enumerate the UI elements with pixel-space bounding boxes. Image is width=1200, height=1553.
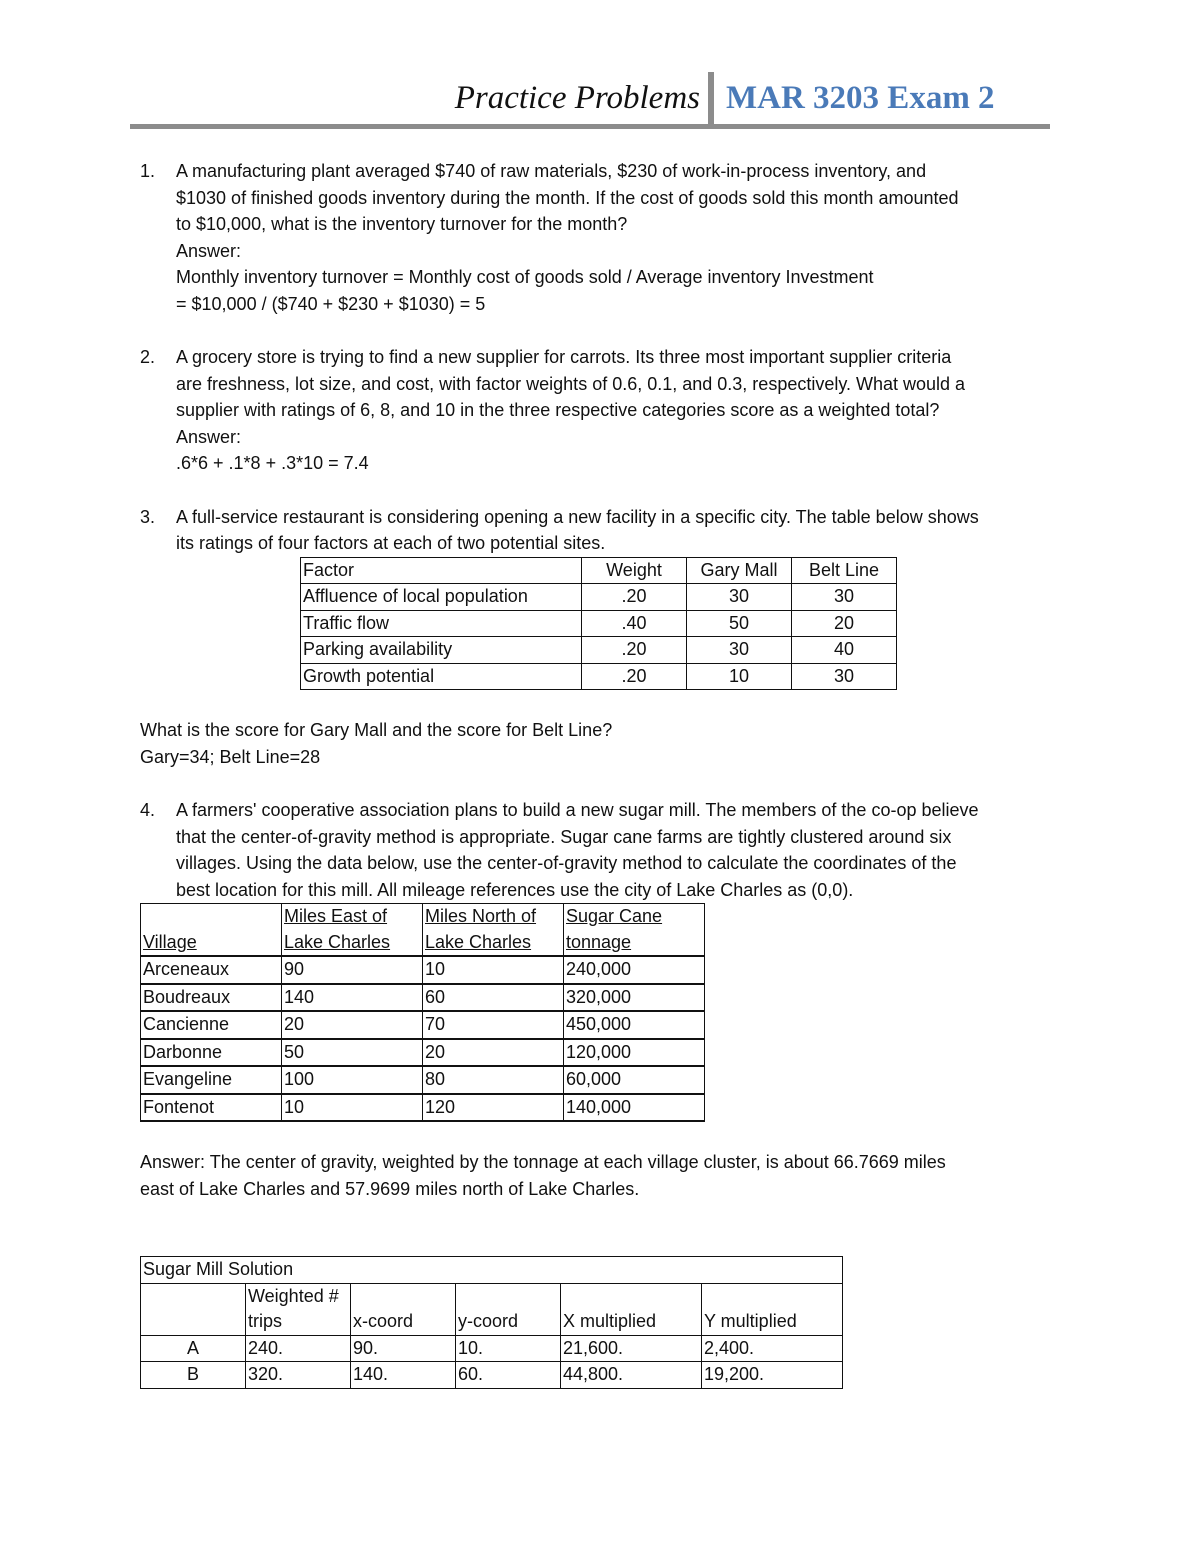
table-cell: 21,600. — [561, 1335, 702, 1362]
problem-line: $1030 of finished goods inventory during the month. If the cost of goods sold this month amounted — [176, 187, 959, 208]
table-row — [141, 1335, 843, 1362]
table-cell: 120,000 — [564, 1039, 705, 1067]
table-header-cell — [141, 1283, 246, 1309]
table-cell: .20 — [582, 663, 687, 690]
table-cell: 10 — [687, 663, 792, 690]
table-header-cell: Miles East of — [282, 904, 423, 930]
table-title: Sugar Mill Solution — [141, 1257, 843, 1284]
table-header-row — [141, 1309, 843, 1335]
table-cell: 120 — [423, 1094, 564, 1122]
table-cell: 90. — [351, 1335, 456, 1362]
table-header-cell — [456, 1283, 561, 1309]
table-header-row — [301, 557, 897, 584]
table-cell: A — [141, 1335, 246, 1362]
table-row — [301, 584, 897, 611]
table-row — [141, 1362, 843, 1389]
table-cell: 80 — [423, 1066, 564, 1094]
sugar-mill-solution-table — [140, 1256, 843, 1389]
problem-line: that the center-of-gravity method is appropriate. Sugar cane farms are tightly clustered around six — [176, 826, 952, 847]
table-header-cell: Factor — [301, 557, 582, 584]
table-cell: Boudreaux — [141, 984, 282, 1012]
problem-2 — [140, 344, 1060, 477]
table-cell: 140 — [282, 984, 423, 1012]
document-body — [140, 158, 1060, 1389]
table-row — [301, 663, 897, 690]
answer-line: = $10,000 / ($740 + $230 + $1030) = 5 — [176, 293, 486, 314]
table-header-cell: Village — [141, 930, 282, 957]
problem-3-question: What is the score for Gary Mall and the score for Belt Line? — [140, 720, 613, 740]
answer-line: .6*6 + .1*8 + .3*10 = 7.4 — [176, 453, 369, 473]
table-cell: Affluence of local population — [301, 584, 582, 611]
problem-line: to $10,000, what is the inventory turnover for the month? — [176, 214, 628, 234]
table-header-row — [141, 1283, 843, 1309]
problem-line: villages. Using the data below, use the center-of-gravity method to calculate the coordinates of the — [176, 853, 957, 873]
table-row — [301, 610, 897, 637]
table-cell: 140. — [351, 1362, 456, 1389]
table-cell: 450,000 — [564, 1011, 705, 1039]
table-cell: 50 — [282, 1039, 423, 1067]
problem-number: 4. — [140, 800, 156, 820]
problem-number: 3. — [140, 506, 156, 527]
table-cell: Cancienne — [141, 1011, 282, 1039]
table-cell: 20 — [282, 1011, 423, 1039]
table-cell: 2,400. — [702, 1335, 843, 1362]
problem-line: A grocery store is trying to find a new supplier for carrots. Its three most important supplier criteria — [176, 347, 952, 367]
table-header-cell — [702, 1283, 843, 1309]
table-header-cell: y-coord — [456, 1309, 561, 1335]
table-row — [301, 637, 897, 664]
table-header-cell: Lake Charles — [282, 930, 423, 957]
table-header-cell: X multiplied — [561, 1309, 702, 1335]
problem-4-answer-line: east of Lake Charles and 57.9699 miles north of Lake Charles. — [140, 1178, 640, 1199]
table-header-cell — [561, 1283, 702, 1309]
problem-3-answer: Gary=34; Belt Line=28 — [140, 746, 321, 767]
table-cell: 20 — [423, 1039, 564, 1067]
table-cell: 10. — [456, 1335, 561, 1362]
table-cell: 30 — [792, 584, 897, 611]
table-header-cell: Lake Charles — [423, 930, 564, 957]
table-header-cell: tonnage — [564, 930, 705, 957]
table-title-row — [141, 1257, 843, 1284]
table-row — [141, 956, 705, 984]
table-header-cell — [141, 1309, 246, 1335]
problem-line: its ratings of four factors at each of two potential sites. — [176, 533, 606, 553]
table-cell: 60. — [456, 1362, 561, 1389]
table-header-cell: Weighted # — [246, 1283, 351, 1309]
table-cell: 30 — [792, 663, 897, 690]
table-cell: Traffic flow — [301, 610, 582, 637]
answer-label: Answer: — [176, 240, 242, 261]
table-cell: Parking availability — [301, 637, 582, 664]
table-cell: B — [141, 1362, 246, 1389]
table-cell: Growth potential — [301, 663, 582, 690]
problem-4-answer-line: Answer: The center of gravity, weighted by the tonnage at each village cluster, is about 66.7669 miles — [140, 1152, 946, 1172]
table-cell: .20 — [582, 637, 687, 664]
table-cell: 140,000 — [564, 1094, 705, 1122]
header-rule — [130, 124, 1050, 129]
problem-number: 1. — [140, 161, 156, 181]
problem-line: are freshness, lot size, and cost, with factor weights of 0.6, 0.1, and 0.3, respectively. What would a — [176, 373, 966, 394]
table-row — [141, 1011, 705, 1039]
problem-1 — [140, 158, 1060, 317]
problem-line: best location for this mill. All mileage references use the city of Lake Charles as (0,0). — [176, 879, 854, 900]
table-cell: 240,000 — [564, 956, 705, 984]
table-cell: .40 — [582, 610, 687, 637]
table-cell: 30 — [687, 584, 792, 611]
table-cell: 60,000 — [564, 1066, 705, 1094]
table-cell: 100 — [282, 1066, 423, 1094]
table-cell: 40 — [792, 637, 897, 664]
table-cell: 30 — [687, 637, 792, 664]
problem-line: A farmers' cooperative association plans to build a new sugar mill. The members of the co-op believe — [176, 800, 979, 820]
table-header-cell: Belt Line — [792, 557, 897, 584]
problem-line: A full-service restaurant is considering opening a new facility in a specific city. The table below shows — [176, 506, 979, 527]
table-row — [141, 984, 705, 1012]
table-cell: 70 — [423, 1011, 564, 1039]
table-cell: Arceneaux — [141, 956, 282, 984]
table-cell: 20 — [792, 610, 897, 637]
table-row — [141, 1039, 705, 1067]
table-cell: .20 — [582, 584, 687, 611]
table-header-row — [141, 904, 705, 930]
table-row — [141, 1094, 705, 1122]
table-cell: 90 — [282, 956, 423, 984]
problem-line: A manufacturing plant averaged $740 of raw materials, $230 of work-in-process inventory, and — [176, 161, 927, 181]
table-header-cell — [351, 1283, 456, 1309]
table-cell: 60 — [423, 984, 564, 1012]
table-cell: Darbonne — [141, 1039, 282, 1067]
problem-4 — [140, 797, 1060, 903]
table-cell: 240. — [246, 1335, 351, 1362]
table-cell: 320. — [246, 1362, 351, 1389]
table-cell: Evangeline — [141, 1066, 282, 1094]
village-data-table — [140, 903, 705, 1122]
table-cell: Fontenot — [141, 1094, 282, 1122]
answer-label: Answer: — [176, 426, 242, 447]
header-title: Practice Problems — [454, 80, 700, 116]
table-cell: 19,200. — [702, 1362, 843, 1389]
problem-line: supplier with ratings of 6, 8, and 10 in the three respective categories score as a weighted total? — [176, 400, 940, 420]
table-cell: 10 — [282, 1094, 423, 1122]
header-course: MAR 3203 Exam 2 — [726, 80, 995, 116]
table-header-cell: Sugar Cane — [564, 904, 705, 930]
table-cell: 320,000 — [564, 984, 705, 1012]
table-header-cell: Miles North of — [423, 904, 564, 930]
table-cell: 44,800. — [561, 1362, 702, 1389]
table-header-cell: Weight — [582, 557, 687, 584]
header-divider — [708, 72, 714, 128]
table-header-cell: Gary Mall — [687, 557, 792, 584]
table-header-cell — [141, 904, 282, 930]
answer-line: Monthly inventory turnover = Monthly cost of goods sold / Average inventory Investment — [176, 267, 874, 287]
problem-3 — [140, 504, 1060, 557]
table-header-cell: Y multiplied — [702, 1309, 843, 1335]
problem-number: 2. — [140, 347, 156, 367]
table-header-row — [141, 930, 705, 957]
table-row — [141, 1066, 705, 1094]
table-header-cell: trips — [246, 1309, 351, 1335]
page-header — [130, 72, 1050, 132]
table-header-cell: x-coord — [351, 1309, 456, 1335]
table-cell: 50 — [687, 610, 792, 637]
table-cell: 10 — [423, 956, 564, 984]
factor-rating-table — [300, 557, 897, 691]
